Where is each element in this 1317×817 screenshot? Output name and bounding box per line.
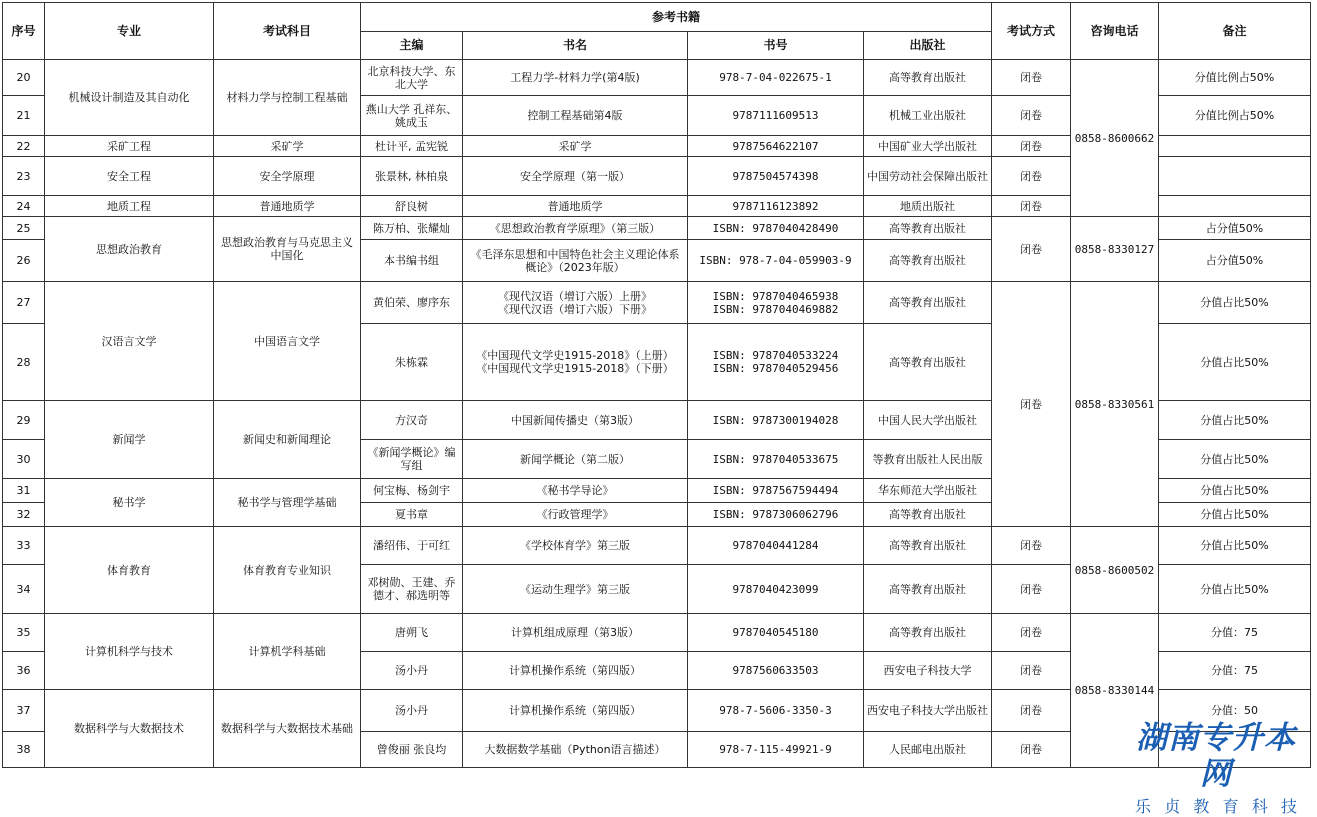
cell-isbn: ISBN: 9787040533675	[688, 440, 864, 479]
cell-mode: 闭卷	[992, 96, 1071, 136]
cell-isbn: 978-7-5606-3350-3	[688, 690, 864, 732]
cell-phone: 0858-8330144	[1071, 614, 1159, 768]
cell-major: 采矿工程	[45, 136, 214, 157]
exam-reference-table	[2, 2, 1311, 768]
cell-publisher: 高等教育出版社	[864, 324, 992, 401]
cell-title: 《运动生理学》第三版	[463, 565, 688, 614]
cell-publisher: 高等教育出版社	[864, 503, 992, 527]
cell-publisher: 地质出版社	[864, 196, 992, 217]
cell-note: 分值占比50%	[1159, 479, 1311, 503]
cell-seq: 38	[3, 732, 45, 768]
cell-editor: 黄伯荣、廖序东	[361, 282, 463, 324]
cell-isbn: 9787116123892	[688, 196, 864, 217]
cell-isbn: 9787504574398	[688, 157, 864, 196]
header-major: 专业	[45, 3, 214, 60]
cell-note: 分值比例占50%	[1159, 96, 1311, 136]
cell-publisher: 西安电子科技大学出版社	[864, 690, 992, 732]
cell-mode: 闭卷	[992, 282, 1071, 527]
cell-note: 占分值50%	[1159, 240, 1311, 282]
cell-mode: 闭卷	[992, 527, 1071, 565]
cell-title: 计算机操作系统（第四版）	[463, 690, 688, 732]
cell-isbn: 9787040441284	[688, 527, 864, 565]
header-mode: 考试方式	[992, 3, 1071, 60]
cell-seq: 36	[3, 652, 45, 690]
table-row	[3, 282, 1311, 324]
cell-publisher: 华东师范大学出版社	[864, 479, 992, 503]
cell-note: 分值占比50%	[1159, 440, 1311, 479]
cell-major: 数据科学与大数据技术	[45, 690, 214, 768]
cell-subject: 新闻史和新闻理论	[214, 401, 361, 479]
cell-title: 《行政管理学》	[463, 503, 688, 527]
cell-editor: 汤小丹	[361, 652, 463, 690]
cell-title: 《秘书学导论》	[463, 479, 688, 503]
slogan-char: 育	[1222, 797, 1239, 816]
cell-isbn: ISBN: 9787040428490	[688, 217, 864, 240]
cell-note: 分值占比50%	[1159, 324, 1311, 401]
cell-mode: 闭卷	[992, 690, 1071, 732]
cell-publisher: 高等教育出版社	[864, 282, 992, 324]
cell-seq: 30	[3, 440, 45, 479]
cell-seq: 35	[3, 614, 45, 652]
cell-phone: 0858-8600502	[1071, 527, 1159, 614]
header-note: 备注	[1159, 3, 1311, 60]
cell-subject: 普通地质学	[214, 196, 361, 217]
cell-seq: 27	[3, 282, 45, 324]
cell-major: 汉语言文学	[45, 282, 214, 401]
cell-subject: 安全学原理	[214, 157, 361, 196]
cell-mode: 闭卷	[992, 196, 1071, 217]
cell-title: 计算机组成原理（第3版）	[463, 614, 688, 652]
cell-phone: 0858-8330561	[1071, 282, 1159, 527]
cell-seq: 28	[3, 324, 45, 401]
table-row	[3, 217, 1311, 240]
header-subject: 考试科目	[214, 3, 361, 60]
cell-note: 分值占比50%	[1159, 527, 1311, 565]
cell-editor: 燕山大学 孔祥东、姚成玉	[361, 96, 463, 136]
cell-subject: 思想政治教育与马克思主义中国化	[214, 217, 361, 282]
cell-title: 《思想政治教育学原理》（第三版）	[463, 217, 688, 240]
cell-note: 分值占比50%	[1159, 282, 1311, 324]
cell-publisher: 机械工业出版社	[864, 96, 992, 136]
cell-publisher: 高等教育出版社	[864, 614, 992, 652]
cell-editor: 朱栋霖	[361, 324, 463, 401]
cell-editor: 邓树勋、王建、乔德才、郝选明等	[361, 565, 463, 614]
watermark-slogan	[1121, 792, 1311, 817]
header-books: 参考书籍	[361, 3, 992, 32]
cell-title: 控制工程基础第4版	[463, 96, 688, 136]
cell-note: 分值：75	[1159, 614, 1311, 652]
cell-publisher: 高等教育出版社	[864, 527, 992, 565]
cell-subject: 计算机学科基础	[214, 614, 361, 690]
cell-publisher: 中国劳动社会保障出版社	[864, 157, 992, 196]
cell-publisher: 中国矿业大学出版社	[864, 136, 992, 157]
cell-title: 《学校体育学》第三版	[463, 527, 688, 565]
cell-publisher: 高等教育出版社	[864, 565, 992, 614]
cell-editor: 汤小丹	[361, 690, 463, 732]
cell-note: 分值占比50%	[1159, 565, 1311, 614]
cell-seq: 29	[3, 401, 45, 440]
cell-editor: 舒良树	[361, 196, 463, 217]
cell-editor: 夏书章	[361, 503, 463, 527]
cell-subject: 采矿学	[214, 136, 361, 157]
header-publisher: 出版社	[864, 32, 992, 60]
slogan-char: 乐	[1135, 797, 1152, 816]
cell-subject: 数据科学与大数据技术基础	[214, 690, 361, 768]
cell-isbn: 9787111609513	[688, 96, 864, 136]
cell-isbn: ISBN: 9787306062796	[688, 503, 864, 527]
cell-seq: 23	[3, 157, 45, 196]
cell-publisher: 高等教育出版社	[864, 60, 992, 96]
cell-mode: 闭卷	[992, 136, 1071, 157]
cell-editor: 曾俊丽 张良均	[361, 732, 463, 768]
cell-seq: 26	[3, 240, 45, 282]
slogan-char: 教	[1193, 797, 1210, 816]
cell-isbn: 9787040423099	[688, 565, 864, 614]
cell-title: 普通地质学	[463, 196, 688, 217]
cell-editor: 唐朔飞	[361, 614, 463, 652]
header-title: 书名	[463, 32, 688, 60]
cell-subject: 体育教育专业知识	[214, 527, 361, 614]
cell-note: 分值占比50%	[1159, 503, 1311, 527]
cell-editor: 陈万柏、张耀灿	[361, 217, 463, 240]
cell-mode: 闭卷	[992, 60, 1071, 96]
cell-major: 秘书学	[45, 479, 214, 527]
slogan-char: 科	[1251, 797, 1268, 816]
cell-seq: 22	[3, 136, 45, 157]
cell-isbn: 9787564622107	[688, 136, 864, 157]
cell-phone: 0858-8330127	[1071, 217, 1159, 282]
cell-major: 机械设计制造及其自动化	[45, 60, 214, 136]
cell-seq: 32	[3, 503, 45, 527]
cell-note: 分值：75	[1159, 652, 1311, 690]
cell-seq: 34	[3, 565, 45, 614]
cell-note	[1159, 157, 1311, 196]
cell-seq: 20	[3, 60, 45, 96]
cell-subject: 秘书学与管理学基础	[214, 479, 361, 527]
cell-seq: 21	[3, 96, 45, 136]
cell-major: 新闻学	[45, 401, 214, 479]
header-seq: 序号	[3, 3, 45, 60]
cell-note	[1159, 196, 1311, 217]
cell-editor: 张景林, 林柏泉	[361, 157, 463, 196]
cell-editor: 潘绍伟、于可红	[361, 527, 463, 565]
cell-isbn: 9787560633503	[688, 652, 864, 690]
cell-publisher: 高等教育出版社	[864, 240, 992, 282]
slogan-char: 技	[1280, 797, 1297, 816]
cell-major: 计算机科学与技术	[45, 614, 214, 690]
cell-editor: 方汉奇	[361, 401, 463, 440]
cell-major: 体育教育	[45, 527, 214, 614]
cell-major: 地质工程	[45, 196, 214, 217]
watermark-logo	[1121, 720, 1311, 817]
cell-title: 大数据数学基础（Python语言描述）	[463, 732, 688, 768]
table-row	[3, 60, 1311, 96]
cell-isbn: ISBN: 9787300194028	[688, 401, 864, 440]
cell-note: 分值：50	[1159, 690, 1311, 732]
cell-publisher: 高等教育出版社	[864, 217, 992, 240]
cell-seq: 33	[3, 527, 45, 565]
cell-mode: 闭卷	[992, 157, 1071, 196]
cell-editor: 何宝梅、杨剑宇	[361, 479, 463, 503]
cell-mode: 闭卷	[992, 614, 1071, 652]
cell-title: 《毛泽东思想和中国特色社会主义理论体系概论》（2023年版）	[463, 240, 688, 282]
cell-mode: 闭卷	[992, 732, 1071, 768]
cell-editor: 《新闻学概论》编写组	[361, 440, 463, 479]
cell-isbn: ISBN: 978-7-04-059903-9	[688, 240, 864, 282]
cell-seq: 24	[3, 196, 45, 217]
cell-major: 思想政治教育	[45, 217, 214, 282]
cell-seq: 25	[3, 217, 45, 240]
cell-isbn: ISBN: 9787040465938 ISBN: 9787040469882	[688, 282, 864, 324]
cell-title: 《中国现代文学史1915-2018》（上册） 《中国现代文学史1915-2018》（下册）	[463, 324, 688, 401]
cell-major: 安全工程	[45, 157, 214, 196]
cell-title: 新闻学概论（第二版）	[463, 440, 688, 479]
cell-publisher: 人民邮电出版社	[864, 732, 992, 768]
header-phone: 咨询电话	[1071, 3, 1159, 60]
header-isbn: 书号	[688, 32, 864, 60]
cell-editor: 杜计平, 孟宪锐	[361, 136, 463, 157]
cell-note: 分值占比50%	[1159, 401, 1311, 440]
header-editor: 主编	[361, 32, 463, 60]
cell-isbn: ISBN: 9787567594494	[688, 479, 864, 503]
watermark-brand: 湖南专升本网	[1136, 720, 1296, 792]
cell-note	[1159, 136, 1311, 157]
table-row	[3, 614, 1311, 652]
cell-publisher: 中国人民大学出版社	[864, 401, 992, 440]
cell-note: 占分值50%	[1159, 217, 1311, 240]
cell-isbn: ISBN: 9787040533224 ISBN: 9787040529456	[688, 324, 864, 401]
cell-mode: 闭卷	[992, 652, 1071, 690]
cell-publisher: 等教育出版社人民出版	[864, 440, 992, 479]
cell-isbn: 9787040545180	[688, 614, 864, 652]
table-row	[3, 527, 1311, 565]
cell-publisher: 西安电子科技大学	[864, 652, 992, 690]
cell-title: 《现代汉语（增订六版）上册》 《现代汉语（增订六版）下册》	[463, 282, 688, 324]
cell-isbn: 978-7-04-022675-1	[688, 60, 864, 96]
cell-seq: 31	[3, 479, 45, 503]
cell-title: 采矿学	[463, 136, 688, 157]
slogan-char: 贞	[1164, 797, 1181, 816]
cell-seq: 37	[3, 690, 45, 732]
cell-mode: 闭卷	[992, 217, 1071, 282]
cell-phone: 0858-8600662	[1071, 60, 1159, 217]
cell-editor: 北京科技大学、东北大学	[361, 60, 463, 96]
cell-mode: 闭卷	[992, 565, 1071, 614]
cell-isbn: 978-7-115-49921-9	[688, 732, 864, 768]
cell-title: 计算机操作系统（第四版）	[463, 652, 688, 690]
cell-title: 中国新闻传播史（第3版）	[463, 401, 688, 440]
cell-title: 安全学原理（第一版）	[463, 157, 688, 196]
cell-title: 工程力学-材料力学(第4版)	[463, 60, 688, 96]
cell-editor: 本书编书组	[361, 240, 463, 282]
cell-subject: 材料力学与控制工程基础	[214, 60, 361, 136]
cell-note: 分值比例占50%	[1159, 60, 1311, 96]
cell-subject: 中国语言文学	[214, 282, 361, 401]
